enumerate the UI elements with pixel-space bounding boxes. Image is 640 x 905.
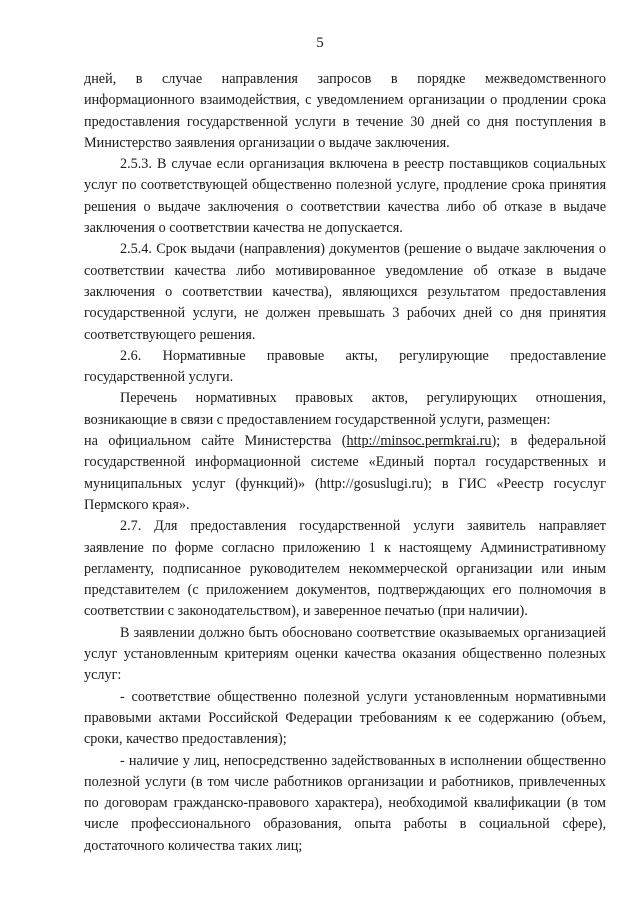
list-item-qualification: - наличие у лиц, непосредственно задействованных в исполнении общественно полезной услуги (в том числе работников организации и работников, привлеченных по договорам гражданско-правового характера), необходимой квалификации (в том числе профессионального образования, опыта работы в социальной сфере), достаточного количества таких лиц; (84, 752, 606, 854)
paragraph-2-5-3: 2.5.3. В случае если организация включена в реестр поставщиков социальных услуг по соответствующей общественно полезной услуге, продление срока принятия решения о выдаче заключения о соответствии качества либо об отказе в выдаче заключения о соответствии качества не допускается. (84, 156, 606, 237)
paragraph-application-criteria: В заявлении должно быть обосновано соответствие оказываемых организацией услуг установленным критериям оценки качества оказания общественно полезных услуг: (84, 624, 606, 684)
paragraph-continuation: дней, в случае направления запросов в порядке межведомственного информационного взаимодействия, с уведомлением организации о продлении срока предоставления государственной услуги в течение 30 дней со дня поступления в Министерство заявления организации о выдаче заключения. (84, 71, 606, 151)
websites-text-before: на официальном сайте Министерства ( (84, 433, 347, 450)
websites-text-after: ); в федеральной государственной информационной системе «Единый портал государственных и муниципальных услуг (функций)» (http://gosuslugi.ru); в ГИС «Реестр госуслуг Пермского края». (84, 433, 606, 513)
paragraph-2-5-4: 2.5.4. Срок выдачи (направления) документов (решение о выдаче заключения о соответствии качества либо мотивированное уведомление об отказе в выдаче заключения о соответствии качества), являющихся результатом предоставления государственной услуги, не должен превышать 3 рабочих дней со дня принятия соответствующего решения. (84, 241, 606, 343)
document-body (84, 69, 606, 857)
paragraph-2-7: 2.7. Для предоставления государственной услуги заявитель направляет заявление по форме согласно приложению 1 к настоящему Административному регламенту, подписанное руководителем некоммерческой организации или иным представителем (с приложением документов, подтверждающих его полномочия в соответствии с законодательством), и заверенное печатью (при наличии). (84, 518, 606, 620)
paragraph-2-6: 2.6. Нормативные правовые акты, регулирующие предоставление государственной услуги. (84, 347, 606, 386)
list-item-compliance: - соответствие общественно полезной услуги установленным нормативными правовыми актами Российской Федерации требованиям к ее содержанию (объем, сроки, качество предоставления); (84, 688, 606, 748)
ministry-site-link[interactable]: http://minsoc.permkrai.ru (346, 433, 492, 450)
page-number: 5 (316, 35, 324, 51)
paragraph-websites (84, 431, 606, 516)
paragraph-acts-list: Перечень нормативных правовых актов, регулирующих отношения, возникающие в связи с предоставлением государственной услуги, размещен: (84, 390, 606, 428)
